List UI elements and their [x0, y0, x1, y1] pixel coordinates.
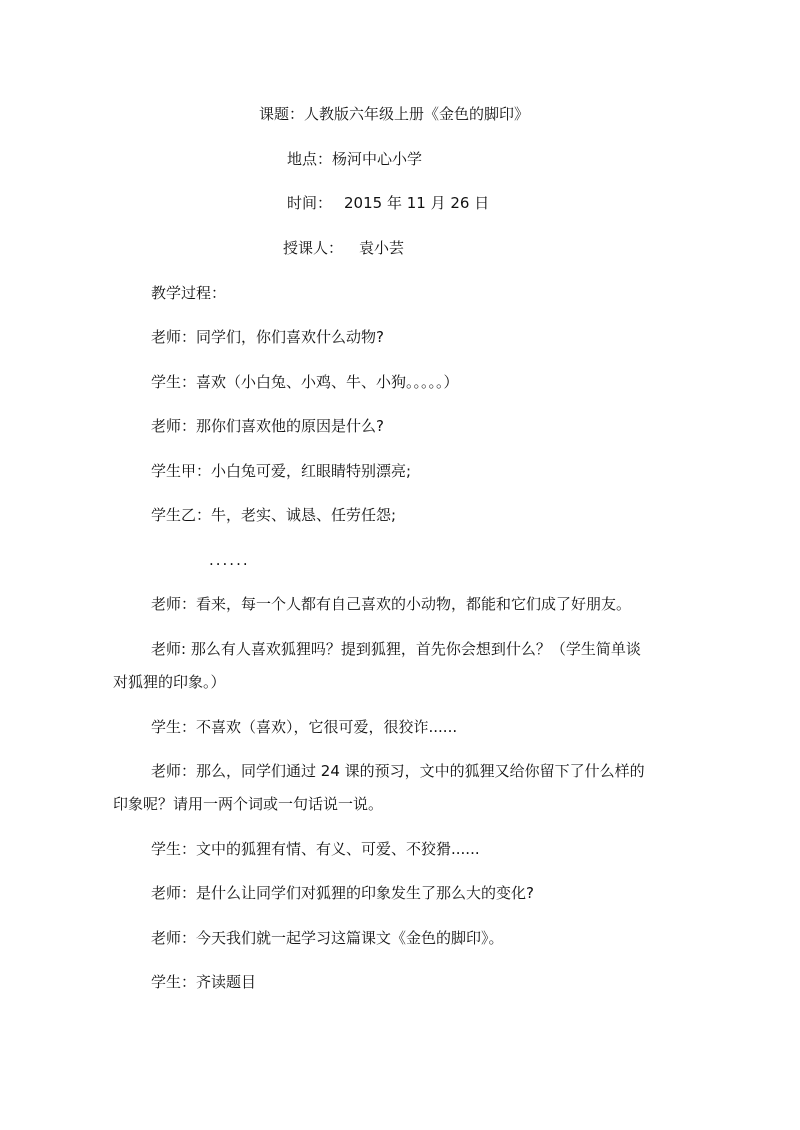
- dialogue-line: 老师：是什么让同学们对狐狸的印象发生了那么大的变化?: [151, 884, 534, 902]
- dialogue-line: 老师：那么，同学们通过 24 课的预习，文中的狐狸又给你留下了什么样的: [151, 762, 645, 780]
- time-line: [287, 193, 489, 213]
- dialogue-line: 老师: 那么有人喜欢狐狸吗？提到狐狸，首先你会想到什么？（学生简单谈: [151, 640, 641, 658]
- ellipsis-line: ......: [209, 551, 250, 569]
- teacher-label: 授课人：: [283, 239, 344, 257]
- dialogue-line: 老师：那你们喜欢他的原因是什么?: [151, 417, 384, 435]
- dialogue-line: 老师：今天我们就一起学习这篇课文《金色的脚印》。: [151, 929, 504, 947]
- dialogue-line-continued: 对狐狸的印象。）: [113, 673, 226, 691]
- dialogue-line-continued: 印象呢？请用一两个词或一句话说一说。: [113, 795, 384, 813]
- teacher-name: 袁小芸: [359, 239, 405, 257]
- process-heading: 教学过程：: [151, 284, 227, 302]
- dialogue-line: 学生：不喜欢（喜欢），它很可爱，很狡诈......: [151, 718, 458, 736]
- dialogue-line: 学生：文中的狐狸有情、有义、可爱、不狡猾......: [151, 840, 480, 858]
- dialogue-line: 学生：喜欢（小白兔、小鸡、牛、小狗。。。。。）: [151, 373, 459, 391]
- location-line: 地点：杨河中心小学: [287, 150, 423, 168]
- dialogue-line: 学生乙：牛，老实、诚恳、任劳任怨;: [151, 506, 397, 524]
- time-label: 时间：: [287, 194, 333, 212]
- teacher-line: [283, 238, 404, 258]
- topic-line: 课题：人教版六年级上册《金色的脚印》: [259, 105, 530, 123]
- time-value: 2015 年 11 月 26 日: [344, 194, 490, 212]
- dialogue-line: 学生甲：小白兔可爱，红眼睛特别漂亮;: [151, 462, 412, 480]
- dialogue-line: 学生：齐读题目: [151, 973, 257, 991]
- dialogue-line: 老师：看来，每一个人都有自己喜欢的小动物，都能和它们成了好朋友。: [151, 595, 632, 613]
- dialogue-line: 老师：同学们，你们喜欢什么动物?: [151, 328, 384, 346]
